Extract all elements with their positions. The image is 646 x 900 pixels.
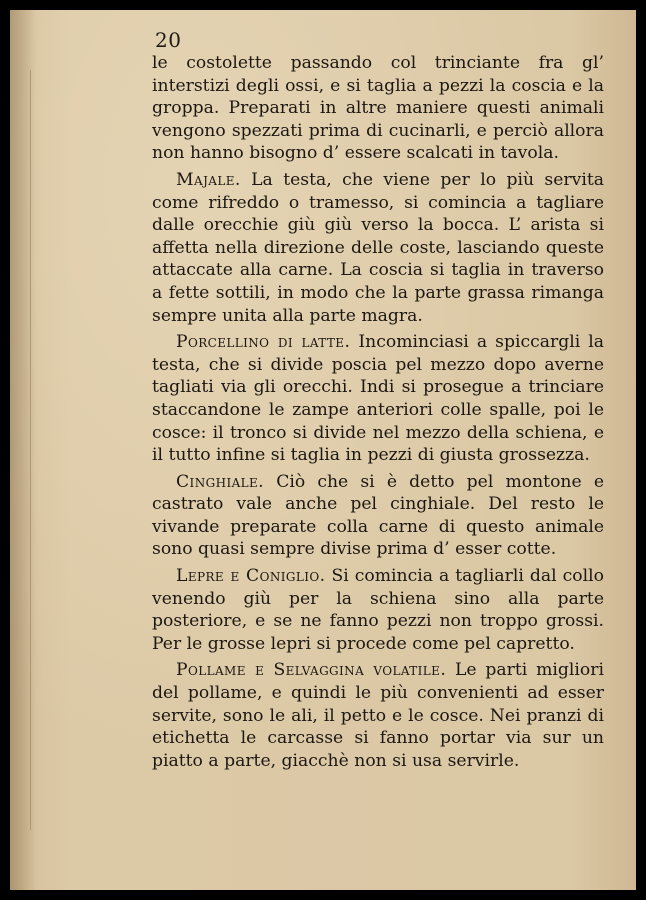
- paragraph-porcellino: [152, 331, 604, 467]
- gutter-crease: [30, 70, 31, 830]
- paragraph-text: Ciò che si è detto pel montone e castrato vale anche pel cinghiale. Del resto le vivande preparate colla carne di questo animale sono quasi sempre divise prima d’ esser cotte.: [152, 471, 604, 560]
- section-heading: Pollame e Selvaggina volatile.: [176, 660, 447, 681]
- page-number: 20: [155, 28, 182, 52]
- paragraph-continuation: [152, 52, 604, 165]
- paragraph-majale: [152, 169, 604, 327]
- section-heading: Lepre e Coniglio.: [176, 566, 326, 587]
- paragraph-text: Le parti migliori del pollame, e quindi le più convenienti ad esser servite, sono le ali, il petto e le cosce. Nei pranzi di etichetta le carcasse si fanno portar via sur un piatto a parte, giacchè non si usa servirle.: [152, 660, 604, 771]
- paragraph-text: Incominciasi a spiccargli la testa, che si divide poscia pel mezzo dopo averne tagliati via gli orecchi. Indi si prosegue a trinciare staccandone le zampe anteriori colle spalle, poi le cosce: il tronco si divide nel mezzo della schiena, e il tutto infine si taglia in pezzi di giusta grossezza.: [152, 332, 604, 466]
- page-body: [152, 52, 604, 776]
- section-heading: Cinghiale.: [176, 471, 265, 492]
- section-heading: Majale.: [176, 169, 241, 190]
- paragraph-text: La testa, che viene per lo più servita come rifreddo o tramesso, si comincia a tagliare dalle orecchie giù giù verso la bocca. L’ arista si affetta nella direzione delle coste, lasciando queste attaccate alla carne. La coscia si taglia in traverso a fette sottili, in modo che la parte grassa rimanga sempre unita alla parte magra.: [152, 169, 604, 326]
- paragraph-text: le costolette passando col trinciante fra gl’ interstizi degli ossi, e si taglia a pezzi la coscia e la groppa. Preparati in altre maniere questi animali vengono spezzati prima di cucinarli, e perciò allora non hanno bisogno d’ essere scalcati in tavola.: [152, 53, 604, 164]
- paragraph-lepre: [152, 565, 604, 655]
- page-gutter-shadow: [10, 10, 36, 890]
- paragraph-pollame: [152, 659, 604, 772]
- section-heading: Porcellino di latte.: [176, 332, 351, 353]
- paragraph-cinghiale: [152, 471, 604, 561]
- paragraph-text: Si comincia a tagliarli dal collo venendo giù per la schiena sino alla parte posteriore, e se ne fanno pezzi non troppo grossi. Per le grosse lepri si procede come pel capretto.: [152, 566, 604, 654]
- book-page: [10, 10, 636, 890]
